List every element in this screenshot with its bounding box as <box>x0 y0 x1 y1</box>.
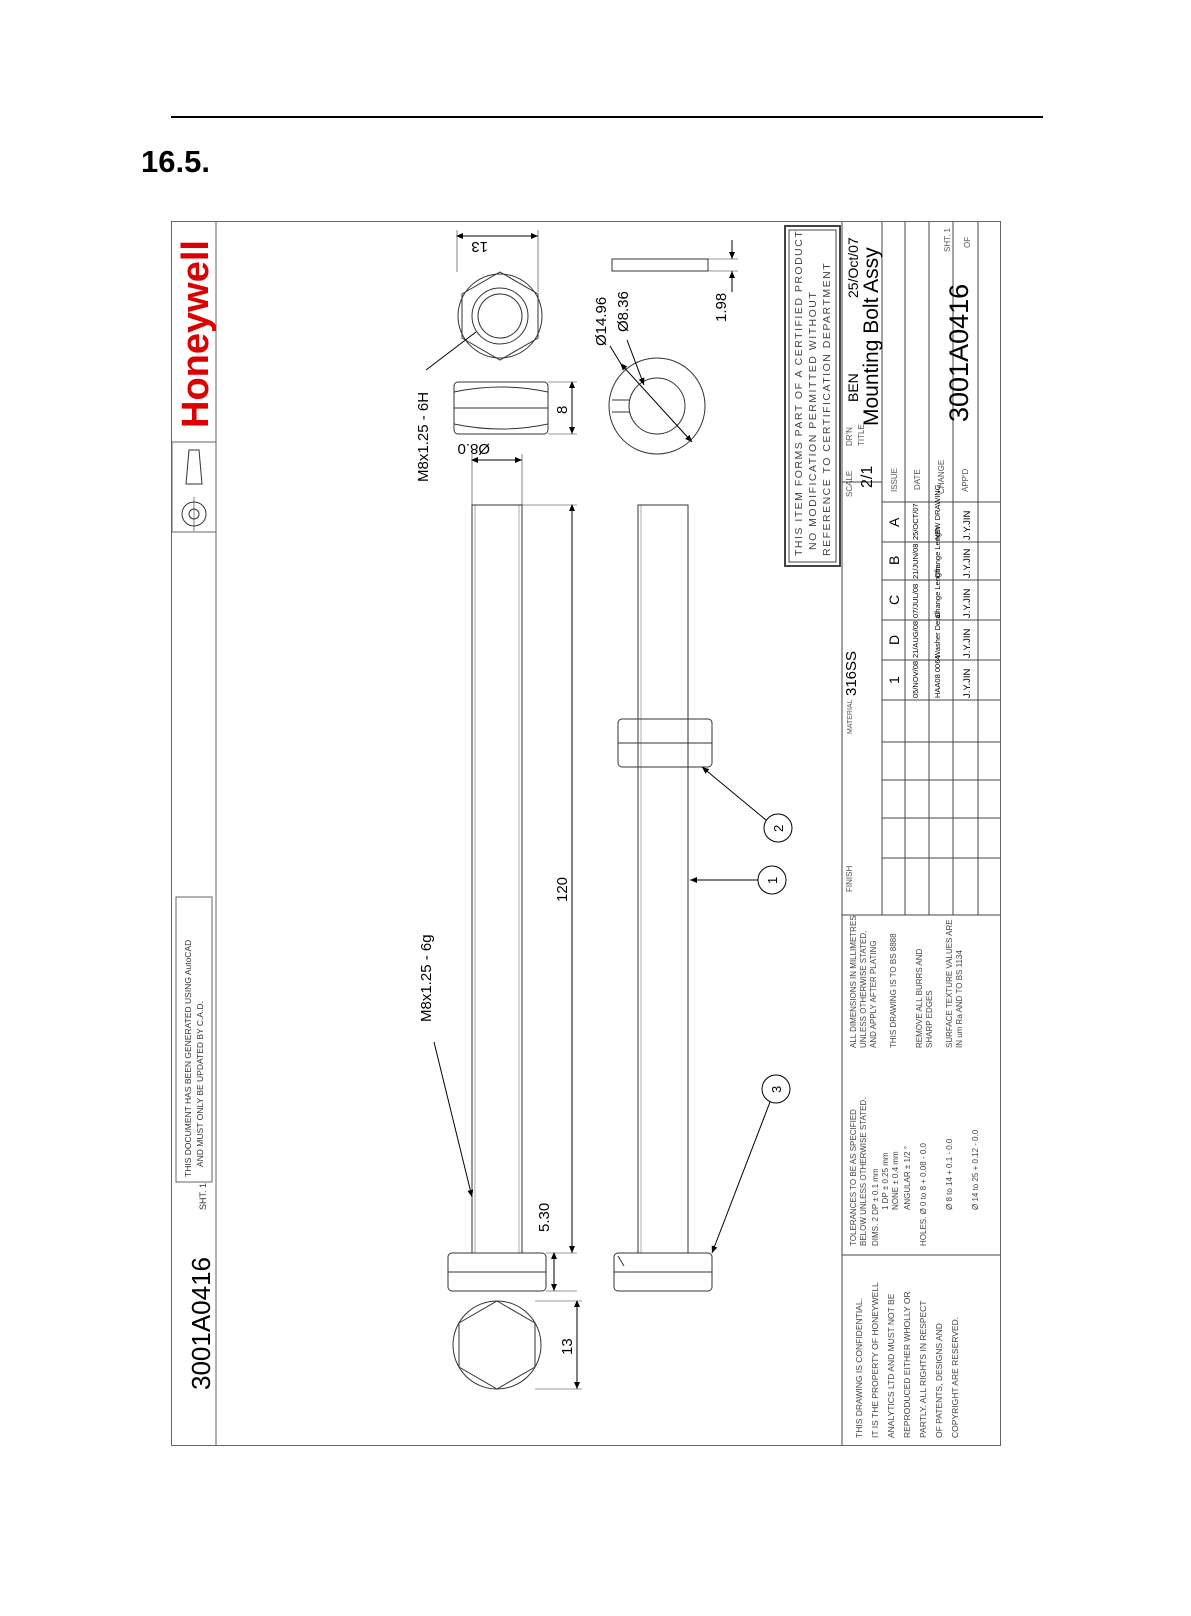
bolt-side-view <box>434 454 577 1291</box>
engineering-drawing-sheet <box>171 221 1001 1446</box>
svg-text:IN um Ra AND TO BS 1134: IN um Ra AND TO BS 1134 <box>955 950 964 1048</box>
svg-text:COPYRIGHT ARE RESERVED.: COPYRIGHT ARE RESERVED. <box>950 1316 960 1438</box>
svg-text:DR'N: DR'N <box>845 427 854 446</box>
svg-text:SHT. 1: SHT. 1 <box>943 227 952 252</box>
svg-text:NO MODIFICATION PERMITTED WITH: NO MODIFICATION PERMITTED WITHOUT <box>807 290 819 550</box>
svg-text:HAA08 0064: HAA08 0064 <box>933 655 942 698</box>
svg-text:M8x1.25 - 6g: M8x1.25 - 6g <box>418 934 435 1022</box>
general-notes <box>849 915 964 1048</box>
honeywell-logo <box>175 240 217 428</box>
svg-text:21/AUG/08: 21/AUG/08 <box>911 620 920 658</box>
svg-text:NEW DRAWING: NEW DRAWING <box>933 484 942 540</box>
svg-text:AND APPLY AFTER PLATING: AND APPLY AFTER PLATING <box>869 940 878 1048</box>
svg-text:A: A <box>886 517 902 527</box>
balloon-1 <box>690 866 786 894</box>
confidentiality-notice <box>854 1282 960 1438</box>
washer-edge-view <box>612 240 738 292</box>
svg-text:3: 3 <box>769 1085 784 1093</box>
svg-text:13: 13 <box>471 238 488 255</box>
svg-text:J.Y.JIN: J.Y.JIN <box>962 668 973 698</box>
svg-text:REPRODUCED EITHER WHOLLY OR: REPRODUCED EITHER WHOLLY OR <box>902 1291 912 1438</box>
projection-symbol <box>172 442 216 532</box>
cad-note <box>183 940 205 1177</box>
washer-face-view <box>609 340 705 454</box>
svg-text:1 DP ± 0.25 mm: 1 DP ± 0.25 mm <box>881 1152 890 1210</box>
svg-text:2/1: 2/1 <box>859 465 876 488</box>
svg-text:MATERIAL: MATERIAL <box>847 699 854 734</box>
svg-text:REMOVE ALL BURRS AND: REMOVE ALL BURRS AND <box>915 948 924 1048</box>
svg-text:C: C <box>886 594 902 605</box>
svg-text:APP'D: APP'D <box>961 468 970 492</box>
svg-text:DATE: DATE <box>913 469 922 490</box>
svg-text:1.98: 1.98 <box>713 292 730 322</box>
svg-text:OF: OF <box>963 236 972 248</box>
svg-text:THIS DOCUMENT HAS BEEN GENERAT: THIS DOCUMENT HAS BEEN GENERATED USING AutoCAD <box>183 939 193 1177</box>
svg-text:8: 8 <box>554 405 571 414</box>
svg-text:DIMS. 2 DP ± 0.1 mm: DIMS. 2 DP ± 0.1 mm <box>871 1168 880 1246</box>
drawing-canvas <box>172 222 1000 1445</box>
svg-text:SHARP EDGES: SHARP EDGES <box>925 990 934 1048</box>
svg-text:Ø 14 to 25 + 0.12 - 0.0: Ø 14 to 25 + 0.12 - 0.0 <box>971 1129 980 1210</box>
svg-text:REFERENCE TO CERTIFICATION DEP: REFERENCE TO CERTIFICATION DEPARTMENT <box>821 261 833 556</box>
svg-text:SCALE: SCALE <box>845 470 854 497</box>
svg-text:THIS ITEM FORMS PART OF A CERT: THIS ITEM FORMS PART OF A CERTIFIED PRODUCT <box>793 229 805 556</box>
svg-text:07/JUL/08: 07/JUL/08 <box>911 583 920 618</box>
svg-text:3001A0416: 3001A0416 <box>186 1256 216 1390</box>
svg-text:25/OCT/07: 25/OCT/07 <box>911 503 920 540</box>
certification-box <box>785 226 840 566</box>
svg-text:Change Length: Change Length <box>933 526 942 578</box>
svg-text:D: D <box>886 634 902 645</box>
svg-text:Ø14.96: Ø14.96 <box>593 296 610 346</box>
svg-text:05/NOV/08: 05/NOV/08 <box>911 660 920 698</box>
svg-text:3001A0416: 3001A0416 <box>944 283 974 422</box>
svg-text:AND MUST ONLY BE UPDATED BY C.: AND MUST ONLY BE UPDATED BY C.A.D. <box>195 1001 205 1167</box>
svg-text:FINISH: FINISH <box>845 865 854 892</box>
title-block-text <box>843 227 974 892</box>
tolerance-block <box>849 1098 980 1246</box>
svg-text:B: B <box>886 555 902 565</box>
svg-text:2: 2 <box>771 824 786 832</box>
svg-text:1: 1 <box>886 676 902 684</box>
svg-text:TITLE: TITLE <box>857 424 866 446</box>
svg-text:Ø 8 to 14 + 0.1 - 0.0: Ø 8 to 14 + 0.1 - 0.0 <box>945 1138 954 1210</box>
drawing-number-vertical <box>186 1257 216 1390</box>
svg-text:BELOW UNLESS OTHERWISE STATED.: BELOW UNLESS OTHERWISE STATED. <box>859 1097 868 1246</box>
svg-text:120: 120 <box>554 876 571 902</box>
header-rule <box>171 116 1043 118</box>
svg-text:HOLES. Ø 0 to 8 + 0.08 -: HOLES. Ø 0 to 8 + 0.08 - 0.0 <box>919 1143 928 1246</box>
svg-text:THIS DRAWING IS CONFIDENTIAL.: THIS DRAWING IS CONFIDENTIAL. <box>854 1298 864 1438</box>
svg-text:25/Oct/07: 25/Oct/07 <box>845 237 861 298</box>
svg-text:Ø8.0: Ø8.0 <box>457 440 490 457</box>
svg-text:Ø8.36: Ø8.36 <box>615 291 632 332</box>
svg-text:ISSUE: ISSUE <box>890 467 899 492</box>
svg-text:BEN: BEN <box>845 373 861 402</box>
svg-text:IT IS THE PROPERTY OF HONEYWEL: IT IS THE PROPERTY OF HONEYWELL <box>870 1282 880 1438</box>
svg-text:Washer Detail: Washer Detail <box>933 611 942 658</box>
svg-text:Change Length: Change Length <box>933 566 942 618</box>
svg-text:Mounting Bolt Assy: Mounting Bolt Assy <box>860 247 883 426</box>
svg-text:1: 1 <box>765 876 780 884</box>
svg-text:OF PATENTS, DESIGNS AND: OF PATENTS, DESIGNS AND <box>934 1323 944 1438</box>
svg-text:SHT. 1: SHT. 1 <box>198 1182 208 1210</box>
svg-text:ANGULAR ± 1/2 °: ANGULAR ± 1/2 ° <box>903 1145 912 1210</box>
balloon-3 <box>712 1075 790 1253</box>
svg-text:13: 13 <box>559 1338 576 1355</box>
svg-text:SURFACE TEXTURE VALUES ARE: SURFACE TEXTURE VALUES ARE <box>945 919 954 1048</box>
svg-text:TOLERANCES TO BE AS SPECIFIED: TOLERANCES TO BE AS SPECIFIED <box>849 1109 858 1246</box>
svg-text:21/JUN/08: 21/JUN/08 <box>911 543 920 579</box>
section-heading: 16.5. <box>141 144 210 179</box>
svg-text:PARTLY. ALL RIGHTS IN RESPECT: PARTLY. ALL RIGHTS IN RESPECT <box>918 1300 928 1438</box>
svg-text:5.30: 5.30 <box>536 1202 553 1232</box>
svg-text:CHANGE: CHANGE <box>937 459 946 494</box>
svg-text:J.Y.JIN: J.Y.JIN <box>962 548 973 578</box>
svg-text:UNLESS OTHERWISE STATED,: UNLESS OTHERWISE STATED, <box>859 930 868 1048</box>
svg-text:THIS DRAWING IS TO BS 8888: THIS DRAWING IS TO BS 8888 <box>889 933 898 1048</box>
balloon-2 <box>702 767 792 842</box>
svg-text:J.Y.JIN: J.Y.JIN <box>962 510 973 540</box>
svg-text:NONE ± 0.4 mm: NONE ± 0.4 mm <box>891 1151 900 1210</box>
svg-text:J.Y.JIN: J.Y.JIN <box>962 588 973 618</box>
svg-text:Honeywell: Honeywell <box>175 240 217 428</box>
svg-text:M8x1.25 - 6H: M8x1.25 - 6H <box>415 391 432 482</box>
svg-text:316SS: 316SS <box>843 650 860 696</box>
svg-text:ALL DIMENSIONS IN MILLIMETRES: ALL DIMENSIONS IN MILLIMETRES <box>849 915 858 1048</box>
svg-text:ANALYTICS LTD AND MUST NOT BE: ANALYTICS LTD AND MUST NOT BE <box>886 1293 896 1438</box>
assembly-view <box>614 505 712 1291</box>
svg-text:J.Y.JIN: J.Y.JIN <box>962 628 973 658</box>
